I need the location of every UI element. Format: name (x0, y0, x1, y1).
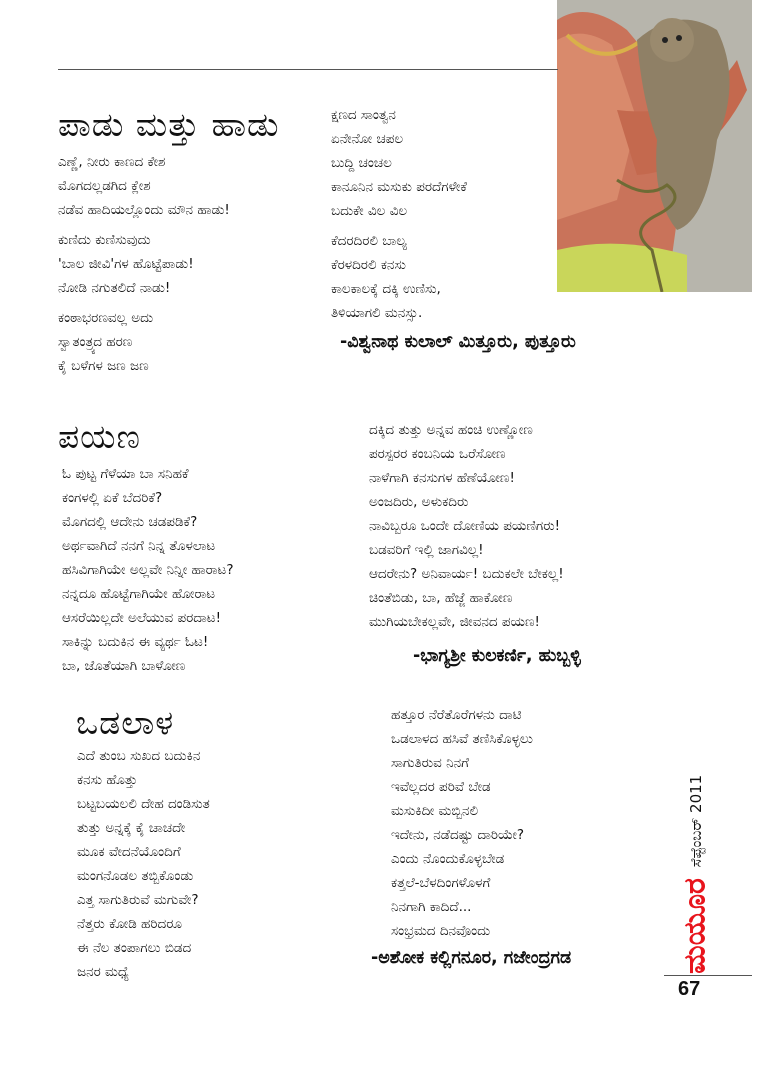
poem-line: ಕೆದರದಿರಲಿ ಬಾಲ್ಯ (331, 233, 407, 249)
photo-child-with-monkey (557, 0, 752, 292)
poem-3-right-column (391, 703, 533, 943)
poem-line: ಕತ್ತಲೆ-ಬೆಳದಿಂಗಳೊಳಗೆ (391, 875, 491, 891)
poem-line: ಕ್ಷಣದ ಸಾಂತ್ವನ (331, 107, 396, 123)
poem-line: ಎಂದು ನೊಂದುಕೊಳ್ಳಬೇಡ (391, 851, 505, 867)
poem-line: ಇದೇನು, ನಡೆದಷ್ಟು ದಾರಿಯೇ? (391, 827, 525, 843)
poem-1-title: ಪಾಡು ಮತ್ತು ಹಾಡು (58, 105, 280, 144)
poem-line: ನಡೆವ ಹಾದಿಯಲ್ಲೊಂದು ಮೌನ ಹಾಡು! (58, 202, 230, 218)
poem-line: ಬಾ, ಜೊತೆಯಾಗಿ ಬಾಳೋಣ (62, 658, 186, 674)
poem-line: ಬಟ್ಟಬಯಲಲಿ ದೇಹ ದಂಡಿಸುತ (77, 796, 210, 812)
poem-line: ಚಿಂತೆಬಿಡು, ಬಾ, ಹೆಜ್ಜೆ ಹಾಕೋಣ (369, 590, 513, 606)
poem-3-author: -ಅಶೋಕ ಕಲ್ಲಿಗನೂರ, ಗಜೇಂದ್ರಗಡ (371, 948, 572, 968)
poem-line: ಓ ಪುಟ್ಟ ಗೆಳೆಯಾ ಬಾ ಸನಿಹಕೆ (62, 466, 189, 482)
poem-line: ಎತ್ತ ಸಾಗುತಿರುವೆ ಮಗುವೇ? (77, 892, 199, 908)
poem-line: ಬುದ್ದಿ ಚಂಚಲ (331, 155, 392, 171)
poem-line: ಆದರೇನು? ಅನಿವಾರ್ಯ! ಬದುಕಲೇ ಬೇಕಲ್ಲ! (369, 566, 564, 582)
poem-line: ಬದುಕೇ ವಿಲ ವಿಲ (331, 203, 408, 219)
poem-line: ಎಣ್ಣೆ, ನೀರು ಕಾಣದ ಕೇಶ (58, 154, 166, 170)
poem-line: ಏನೇನೋ ಚಪಲ (331, 131, 404, 147)
poem-1-author: -ವಿಶ್ವನಾಥ ಕುಲಾಲ್ ಮಿತ್ತೂರು, ಪುತ್ತೂರು (340, 332, 576, 352)
poem-line: ಸಾಕಿನ್ನು ಬದುಕಿನ ಈ ವ್ಯರ್ಥ ಓಟ! (62, 634, 209, 650)
poem-line: ಬಡವರಿಗೆ ಇಲ್ಲಿ ಜಾಗವಿಲ್ಲ! (369, 542, 484, 558)
poem-line: ಅರ್ಥವಾಗಿದೆ ನನಗೆ ನಿನ್ನ ತೊಳಲಾಟ (62, 538, 216, 554)
poem-line: ಒಡಲಾಳದ ಹಸಿವೆ ತಣಿಸಿಕೊಳ್ಳಲು (391, 731, 533, 747)
poem-line: ಸಾಗುತಿರುವ ನಿನಗೆ (391, 755, 469, 771)
poem-3-title: ಒಡಲಾಳ (76, 703, 175, 742)
issue-date (686, 775, 706, 867)
poem-2-left-column (62, 462, 234, 678)
poem-line: ಮೊಗದಲ್ಲಡಗಿದ ಕ್ಲೇಶ (58, 178, 151, 194)
magazine-logo-text: ಮಯೂರ (677, 878, 713, 974)
poem-line: ಮೂಕ ವೇದನೆಯೊಂದಿಗೆ (77, 844, 181, 860)
poem-line: ನಾಳೆಗಾಗಿ ಕನಸುಗಳ ಹೆಣೆಯೋಣ! (369, 470, 515, 486)
poem-line: ಪರಸ್ಪರರ ಕಂಬನಿಯ ಒರೆಸೋಣ (369, 446, 506, 462)
poem-line: ಕಾನೂನಿನ ಮಸುಕು ಪರದೆಗಳೇಕೆ (331, 179, 467, 195)
magazine-logo (674, 870, 716, 982)
poem-line: ಮೊಗದಲ್ಲಿ ಆದೇನು ಚಡಪಡಿಕೆ? (62, 514, 198, 530)
poem-line: 'ಬಾಲ ಜೀವಿ'ಗಳ ಹೊಟ್ಟೆಪಾಡು! (58, 256, 194, 272)
poem-line: ತಿಳಿಯಾಗಲಿ ಮನಸ್ಸು. (331, 305, 423, 321)
poem-line: ಎದೆ ತುಂಬ ಸುಖದ ಬದುಕಿನ (77, 748, 201, 764)
poem-line: ಜನರ ಮಧ್ಯೆ (77, 964, 129, 980)
poem-line: ನಾವಿಬ್ಬರೂ ಒಂದೇ ದೋಣಿಯ ಪಯಣಿಗರು! (369, 518, 561, 534)
poem-line: ಸಂಭ್ರಮದ ದಿನವೊಂದು (391, 923, 491, 939)
poem-line: ಮಂಗನೊಡಲ ತಬ್ಬಿಕೊಂಡು (77, 868, 194, 884)
poem-line: ನನ್ನದೂ ಹೊಟ್ಟೆಗಾಗಿಯೇ ಹೋರಾಟ (62, 586, 216, 602)
poem-3-left-column (77, 744, 210, 984)
page-number: 67 (678, 978, 701, 1000)
poem-line: ಈ ನೆಲ ತಂಪಾಗಲು ಬಿಡದ (77, 940, 192, 956)
poem-line: ಸ್ವಾತಂತ್ರ್ಯದ ಹರಣ (58, 334, 133, 350)
poem-line: ಮುಗಿಯಬೇಕಲ್ಲವೇ, ಜೀವನದ ಪಯಣ! (369, 614, 540, 630)
poem-line: ಆಸರೆಯಿಲ್ಲದೇ ಅಲೆಯುವ ಪರದಾಟ! (62, 610, 222, 626)
poem-1-right-column (331, 103, 467, 325)
poem-line: ಕಾಲಕಾಲಕ್ಕೆ ದಕ್ಕಿ ಉಣಿಸು, (331, 281, 441, 297)
poem-line: ತುತ್ತು ಅನ್ನಕ್ಕೆ ಕೈ ಚಾಚದೇ (77, 820, 186, 836)
poem-line: ಕೈ ಬಳೆಗಳ ಜಣ ಜಣ (58, 358, 149, 374)
poem-1-left-column (58, 150, 230, 378)
poem-line: ಹತ್ತೂರ ನೆರೆತೊರೆಗಳನು ದಾಟಿ (391, 707, 522, 723)
poem-line: ಕಂಠಾಭರಣವಲ್ಲ ಅದು (58, 310, 154, 326)
poem-line: ನಿನಗಾಗಿ ಕಾದಿದೆ... (391, 899, 472, 915)
poem-line: ಇವೆಲ್ಲದರ ಪರಿವೆ ಬೇಡ (391, 779, 491, 795)
poem-2-author: -ಭಾಗ್ಯಶ್ರೀ ಕುಲಕರ್ಣಿ, ಹುಬ್ಬಳ್ಳಿ (413, 646, 581, 666)
issue-date-text: ಸೆಪ್ಟೆಂಬರ್ 2011 (687, 774, 705, 868)
poem-line: ಕುಣಿದು ಕುಣಿಸುವುದು (58, 232, 151, 248)
poem-line: ಕಂಗಳಲ್ಲಿ ಏಕೆ ಬೆದರಿಕೆ? (62, 490, 163, 506)
poem-line: ಹಸಿವಿಗಾಗಿಯೇ ಅಲ್ಲವೇ ನಿನ್ನೀ ಹಾರಾಟ? (62, 562, 234, 578)
footer-rule (664, 975, 752, 976)
poem-2-title: ಪಯಣ (58, 417, 141, 456)
poem-line: ಕೆರಳದಿರಲಿ ಕನಸು (331, 257, 406, 273)
poem-line: ದಕ್ಕಿದ ತುತ್ತು ಅನ್ನವ ಹಂಚಿ ಉಣ್ಣೋಣ (369, 422, 533, 438)
poem-line: ಕನಸು ಹೊತ್ತು (77, 772, 138, 788)
poem-line: ಅಂಜದಿರು, ಅಳುಕದಿರು (369, 494, 469, 510)
child-holding-monkey-photo-icon (557, 0, 752, 292)
poem-line: ನೆತ್ತರು ಕೋಡಿ ಹರಿದರೂ (77, 916, 182, 932)
poem-2-right-column (369, 418, 564, 634)
poem-line: ನೋಡಿ ನಗುತಲಿದೆ ನಾಡು! (58, 280, 171, 296)
poem-line: ಮಸುಕಿದೀ ಮಬ್ಬಿನಲಿ (391, 803, 479, 819)
top-rule (58, 69, 558, 70)
